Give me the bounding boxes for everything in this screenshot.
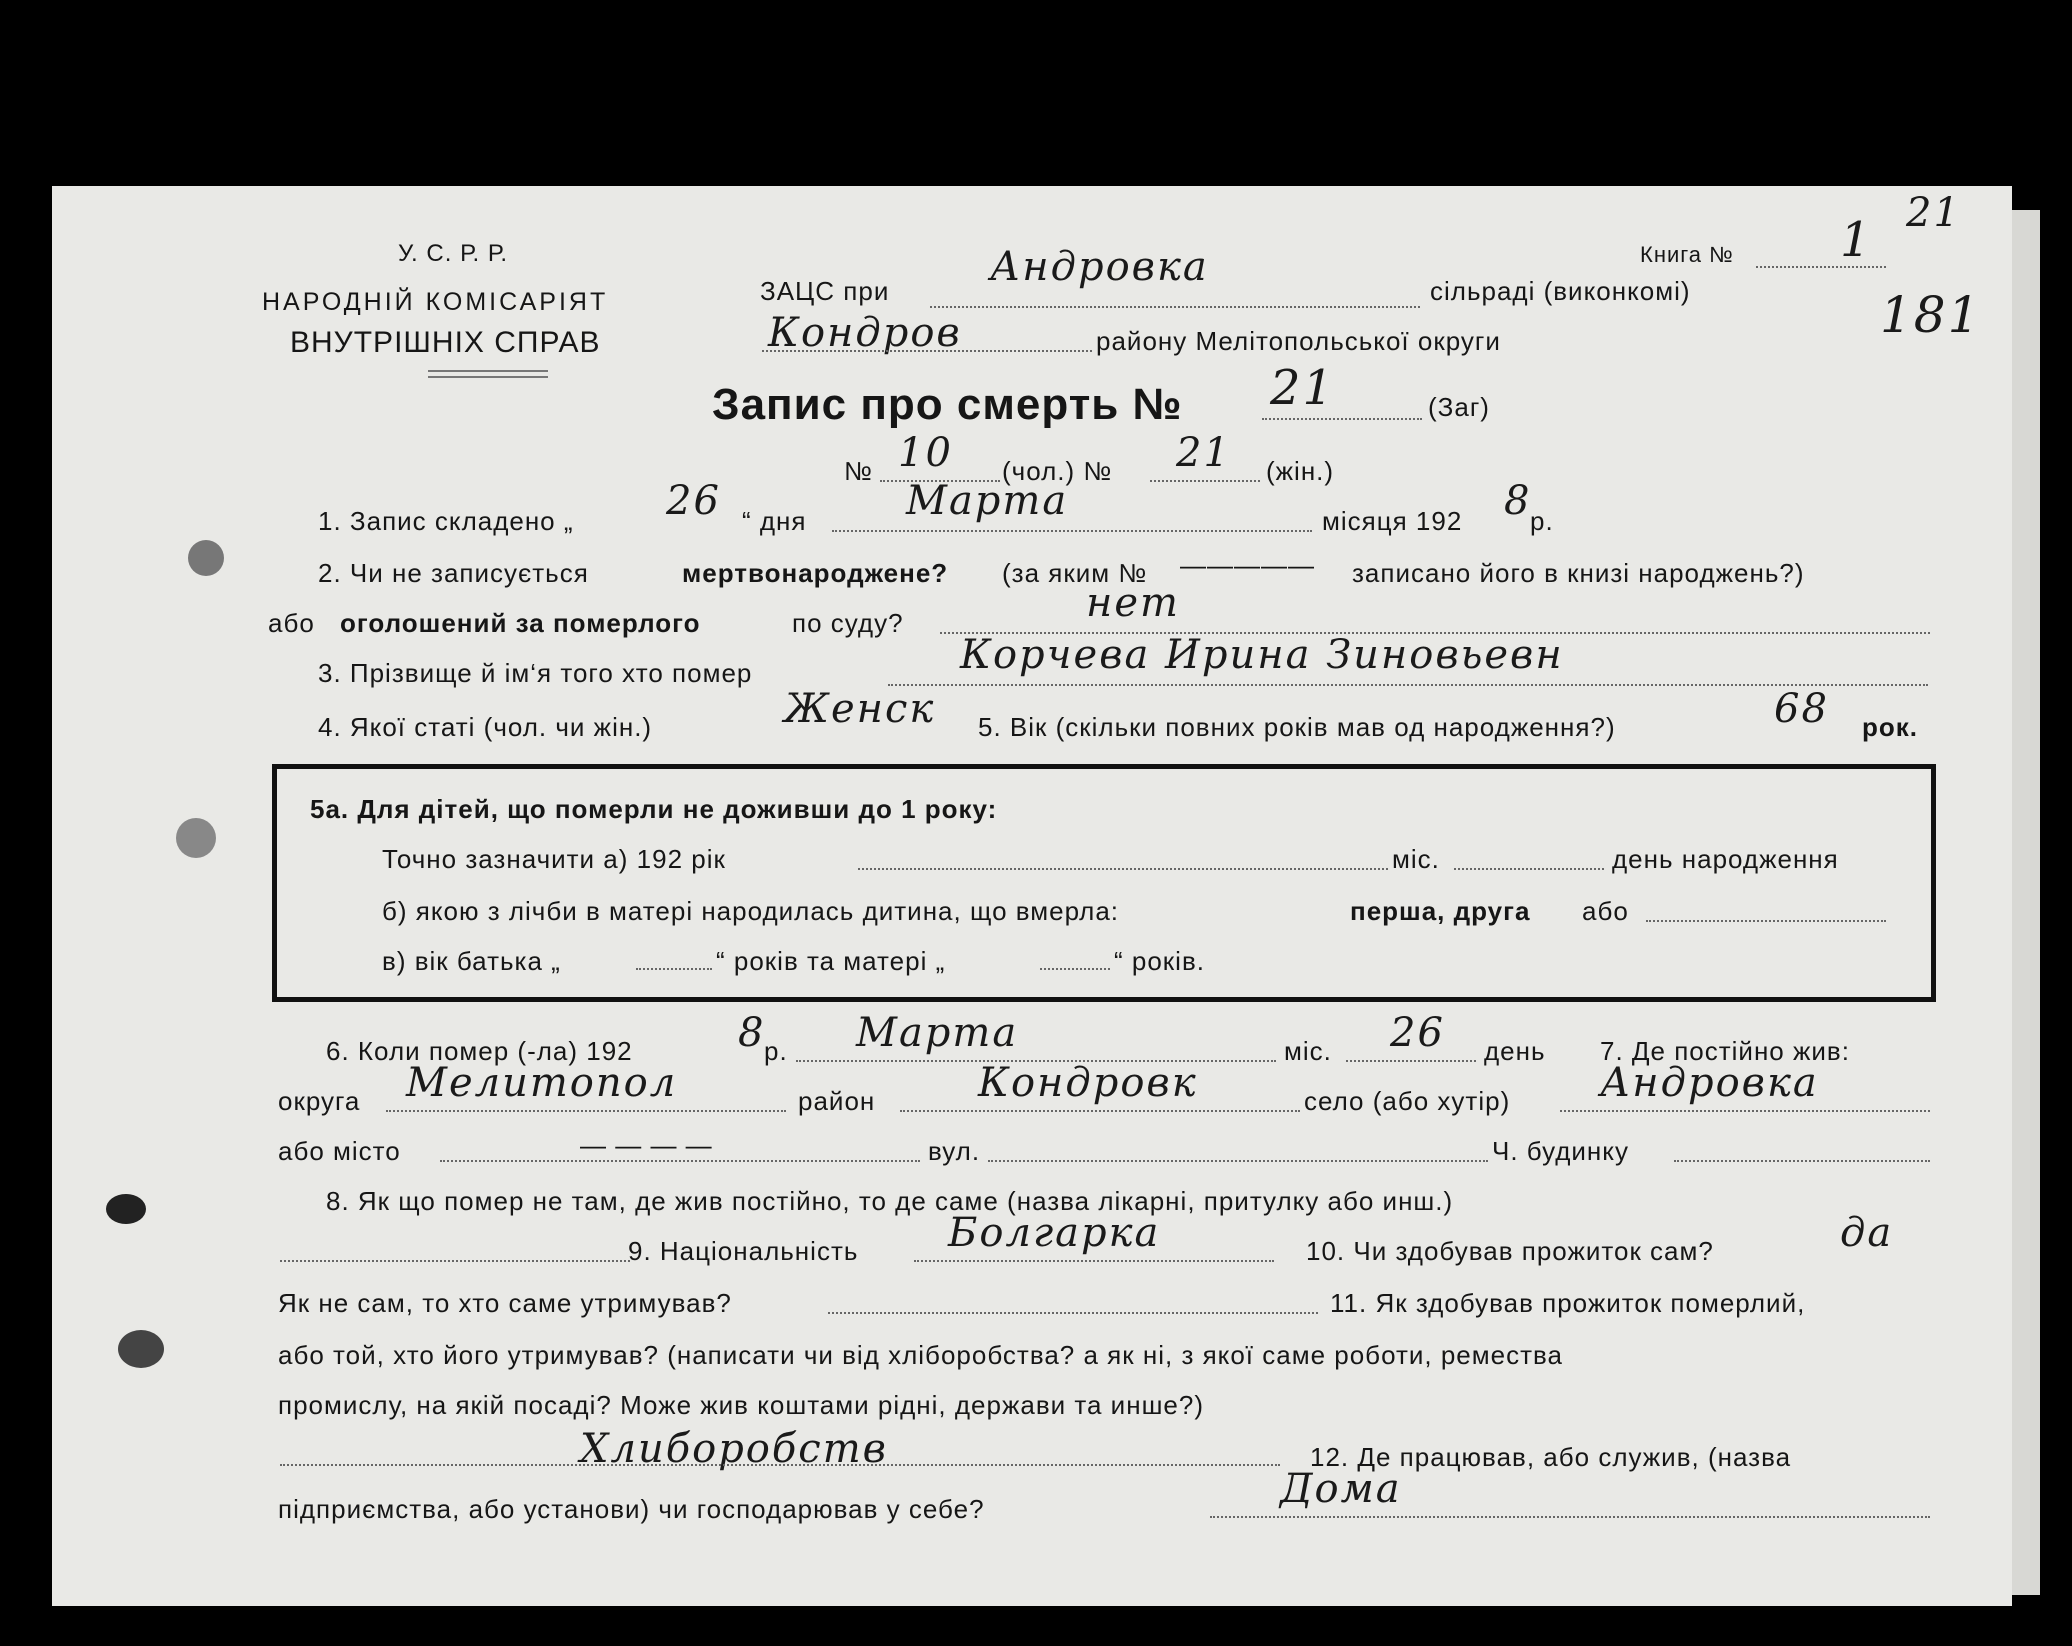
- field-5a-line1-a: Точно зазначити а) 192 рік: [382, 844, 726, 874]
- field-5a-line1-dots: [858, 868, 1388, 870]
- field-2-d: записано його в книзі народжень?): [1352, 558, 1805, 588]
- field-7-misto-line: [440, 1160, 920, 1162]
- field-2-answer: нет: [1086, 580, 1180, 626]
- field-7-raion: район: [798, 1086, 876, 1116]
- male-label: (чол.) №: [1002, 456, 1113, 486]
- field-5a-line3-c: “ років.: [1114, 946, 1205, 976]
- field-5a-line1-dots2: [1454, 868, 1604, 870]
- field-12-line2: підприємства, або установи) чи господарював у себе?: [278, 1494, 985, 1524]
- field-1-label: 1. Запис складено „: [318, 506, 574, 536]
- field-8-label: 8. Як що помер не там, де жив постійно, то де саме (назва лікарні, притулку або инш.): [326, 1186, 1454, 1216]
- field-1-dnia: “ дня: [742, 506, 807, 536]
- field-5a-line2-b: перша, друга: [1350, 896, 1531, 926]
- field-6-label: 6. Коли помер (-ла) 192: [326, 1036, 633, 1066]
- field-11-line: [280, 1464, 1280, 1466]
- field-7-label: 7. Де постійно жив:: [1600, 1036, 1850, 1066]
- raion-label: району Мелітопольської округи: [1096, 326, 1501, 356]
- field-7-selo-value: Андровка: [1600, 1060, 1819, 1106]
- field-10-label: 10. Чи здобував прожиток сам?: [1306, 1236, 1714, 1266]
- field-4-label: 4. Якої статі (чол. чи жін.): [318, 712, 653, 742]
- field-7-raion-line: [900, 1110, 1300, 1112]
- corner-note-2: 181: [1880, 286, 1982, 344]
- binding-mark: [118, 1330, 164, 1368]
- field-1-year: 8: [1504, 478, 1532, 524]
- field-2-e: або: [268, 608, 315, 638]
- field-1-day: 26: [666, 478, 721, 524]
- field-10-value: да: [1840, 1210, 1894, 1256]
- record-title: Запис про смерть №: [712, 380, 1183, 429]
- male-no-label: №: [844, 456, 873, 486]
- field-3-label: 3. Прізвище й ім‘я того хто помер: [318, 658, 753, 688]
- field-7-misto: або місто: [278, 1136, 401, 1166]
- field-11-line2: або той, хто його утримував? (написати чи від хліборобства? а як ні, з якої саме роботи, ремества: [278, 1340, 1563, 1370]
- field-1-misiatsia: місяця 192: [1322, 506, 1463, 536]
- field-2-g: по суду?: [792, 608, 904, 638]
- field-6-year: 8: [738, 1010, 766, 1056]
- field-9-line: [914, 1260, 1274, 1262]
- field-5a-line1-b: міс.: [1392, 844, 1440, 874]
- record-number-line: [1262, 418, 1422, 420]
- field-7-bud-line: [1674, 1160, 1930, 1162]
- field-7-okruga: округа: [278, 1086, 361, 1116]
- header-rule: [428, 376, 548, 378]
- field-11-value: Хлиборобств: [580, 1426, 888, 1472]
- field-11-line1: 11. Як здобував прожиток померлий,: [1330, 1288, 1806, 1318]
- village-handwritten: Андровка: [990, 244, 1209, 290]
- book-label: Книга №: [1640, 242, 1734, 267]
- field-6-den: день: [1484, 1036, 1546, 1066]
- field-1-month: Марта: [906, 478, 1069, 524]
- field-5a-line3-a: в) вік батька „: [382, 946, 561, 976]
- field-6-mis: міс.: [1284, 1036, 1332, 1066]
- field-9-value: Болгарка: [948, 1210, 1161, 1256]
- field-2-stillborn: мертвонароджене?: [682, 558, 949, 588]
- corner-note-1: 21: [1906, 190, 1961, 236]
- record-number: 21: [1270, 360, 1336, 416]
- female-number-line: [1150, 480, 1260, 482]
- field-12-value: Дома: [1280, 1466, 1402, 1512]
- field-1-r: р.: [1530, 506, 1554, 536]
- field-1-month-line: [832, 530, 1312, 532]
- field-3-line: [888, 684, 1928, 686]
- field-6-day: 26: [1390, 1010, 1445, 1056]
- female-label: (жін.): [1266, 456, 1335, 486]
- field-2-declared: оголошений за померлого: [340, 608, 701, 638]
- field-5-unit: рок.: [1862, 712, 1918, 742]
- field-10-b: Як не сам, то хто саме утримував?: [278, 1288, 732, 1318]
- field-9-label: 9. Національність: [628, 1236, 859, 1266]
- female-number: 21: [1176, 430, 1231, 476]
- field-5a-father-dots: [636, 968, 712, 970]
- field-4-value: Женск: [784, 686, 936, 732]
- field-11-line3: промислу, на якій посаді? Може жив коштами рідні, держави та инше?): [278, 1390, 1205, 1420]
- field-12-line1: 12. Де працював, або служив, (назва: [1310, 1442, 1792, 1472]
- binding-mark: [176, 818, 216, 858]
- field-7-bud: Ч. будинку: [1492, 1136, 1629, 1166]
- field-6-month: Марта: [856, 1010, 1019, 1056]
- commissariat-line1: НАРОДНІЙ КОМІСАРІЯТ: [262, 288, 609, 316]
- field-5a-line2-c: або: [1582, 896, 1629, 926]
- field-5-label: 5. Вік (скільки повних років мав од народження?): [978, 712, 1616, 742]
- field-5-value: 68: [1774, 686, 1829, 732]
- field-5a-line2-a: б) якою з лічби в матері народилась дитина, що вмерла:: [382, 896, 1120, 926]
- field-3-value: Корчева Ирина Зиновьевн: [960, 632, 1564, 678]
- field-7-vul: вул.: [928, 1136, 981, 1166]
- field-7-vul-line: [988, 1160, 1488, 1162]
- field-5a-title: 5а. Для дітей, що померли не доживши до 1 року:: [310, 794, 998, 824]
- field-8-line: [280, 1260, 630, 1262]
- header-rule: [428, 370, 548, 372]
- field-6-r: р.: [764, 1036, 788, 1066]
- field-5a-line3-b: “ років та матері „: [716, 946, 946, 976]
- field-12-line: [1210, 1516, 1930, 1518]
- field-7-okruga-line: [386, 1110, 786, 1112]
- republic-label: У. С. Р. Р.: [398, 240, 509, 267]
- raion-line: [762, 350, 1092, 352]
- field-6-day-line: [1346, 1060, 1476, 1062]
- raion-handwritten: Кондров: [768, 310, 962, 356]
- male-number: 10: [898, 430, 953, 476]
- binding-mark: [106, 1194, 146, 1224]
- commissariat-line2: ВНУТРІШНІХ СПРАВ: [290, 326, 601, 359]
- field-7-raion-value: Кондровк: [978, 1060, 1198, 1106]
- field-2-answer-dash: —————: [1180, 550, 1315, 580]
- field-2-a: 2. Чи не записується: [318, 558, 589, 588]
- field-7-selo-line: [1560, 1110, 1930, 1112]
- field-7-okruga-value: Мелитопол: [406, 1060, 678, 1106]
- book-number: 1: [1840, 212, 1873, 268]
- field-7-selo: село (або хутір): [1304, 1086, 1511, 1116]
- village-line: [930, 306, 1420, 308]
- zags-label: ЗАЦС при: [760, 276, 890, 306]
- field-5a-line2-dots: [1646, 920, 1886, 922]
- record-suffix: (Заг): [1428, 392, 1490, 422]
- field-5a-mother-dots: [1040, 968, 1110, 970]
- selrada-label: сільраді (виконкомі): [1430, 276, 1691, 306]
- field-7-misto-value: — — — —: [580, 1130, 713, 1160]
- field-2-c: (за яким №: [1002, 558, 1148, 588]
- field-5a-line1-c: день народження: [1612, 844, 1839, 874]
- binding-mark: [188, 540, 224, 576]
- field-10-b-line: [828, 1312, 1318, 1314]
